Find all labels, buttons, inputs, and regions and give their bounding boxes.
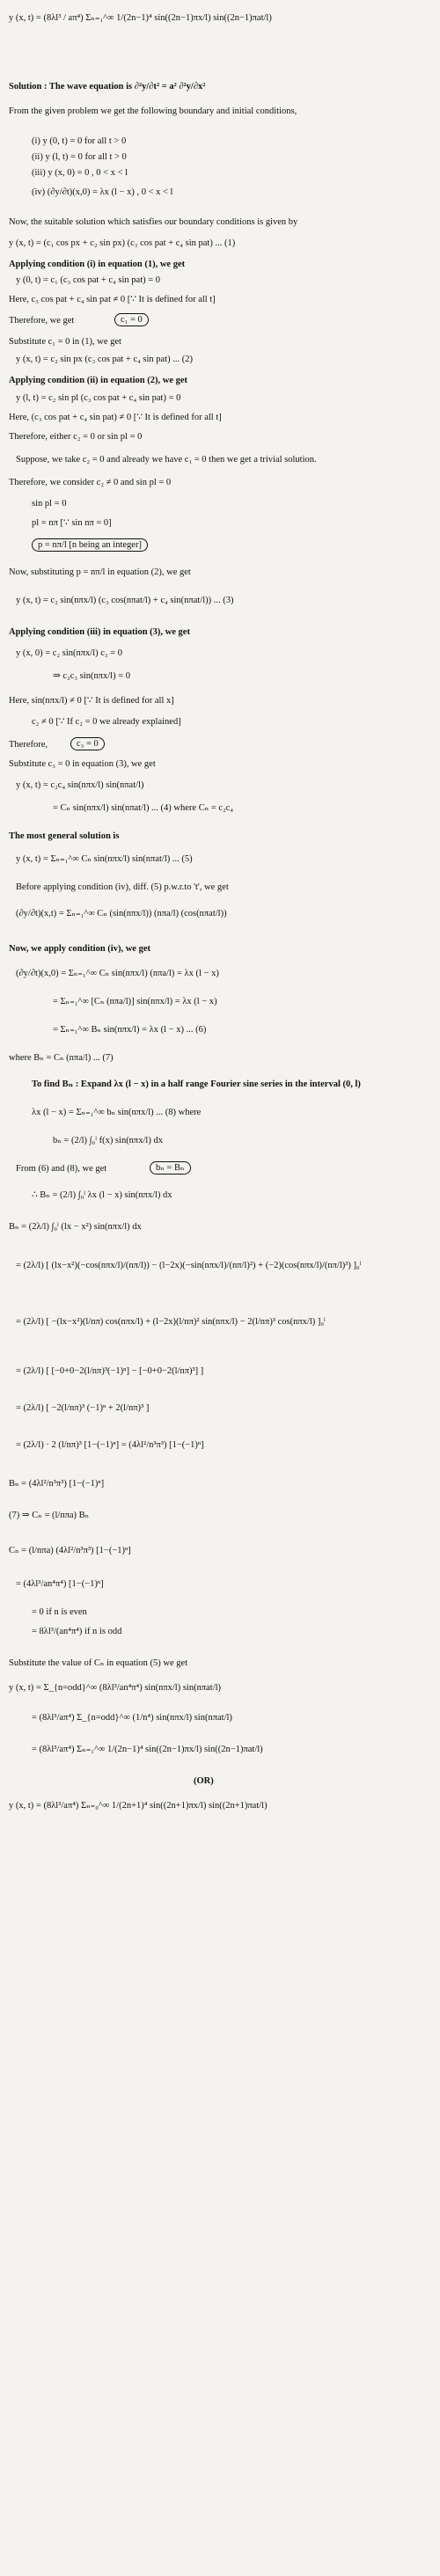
equation-line: ⇒ c₂c₃ sin(nπx/l) = 0 [53,671,130,681]
equation-line: Cₙ = (l/nπa) (4λl²/n³π³) [1−(−1)ⁿ] [9,1546,131,1555]
equation-line: y (x, t) = Σ_{n=odd}^∞ (8λl³/an⁴π⁴) sin(nπx/l) sin(nπat/l) [9,1683,222,1693]
text-line: Before applying condition (iv), diff. (5) p.w.r.to 't', we get [16,882,229,892]
text-line: Therefore, [9,740,48,750]
equation-line: = (8λl³/aπ⁴) Σ_{n=odd}^∞ (1/n⁴) sin(nπx/l) sin(nπat/l) [32,1713,232,1723]
condition-iii: (iii) y (x, 0) = 0 , 0 < x < l [32,168,128,178]
equation-5: y (x, t) = Σₙ₌₁^∞ Cₙ sin(nπx/l) sin(nπat/l) ... (5) [16,854,193,864]
equation-line: y (0, t) = c₁ (c₃ cos pat + c₄ sin pat) = 0 [16,275,161,285]
equation-line: = (2λ/l) [ −2(l/nπ)³ (−1)ⁿ + 2(l/nπ)³ ] [16,1403,150,1413]
solution-heading: Solution : The wave equation is ∂²y/∂t² = a² ∂²y/∂x² [9,82,206,91]
text-line: Substitute the value of Cₙ in equation (5) we get [9,1658,188,1668]
equation-line: y (l, t) = c₂ sin pl (c₃ cos pat + c₄ sin pat) = 0 [16,393,181,403]
intro-result-equation: y (x, t) = (8λl³ / aπ⁴) Σₙ₌₁^∞ 1/(2n−1)⁴ sin((2n−1)πx/l) sin((2n−1)πat/l) [9,13,272,23]
text-line: Therefore, either c₂ = 0 or sin pl = 0 [9,432,143,442]
condition-iv: (iv) (∂y/∂t)(x,0) = λx (l − x) , 0 < x < l [32,187,173,197]
equation-line: = (2λ/l) [ (lx−x²)(−cos(nπx/l)/(nπ/l)) − (l−2x)(−sin(nπx/l)/(nπ/l)²) + (−2)(cos(nπx/l)/(nπ/l)³) ]₀ˡ [16,1261,362,1270]
equation-line: pl = nπ [∵ sin nπ = 0] [32,518,112,528]
equation-line: = (2λ/l) · 2 (l/nπ)³ [1−(−1)ⁿ] = (4λl²/n³π³) [1−(−1)ⁿ] [16,1440,204,1450]
text-line: c₂ ≠ 0 [∵ If c₂ = 0 we already explained] [32,717,181,727]
equation-line: y (x, t) = c₂c₄ sin(nπx/l) sin(nπat/l) [16,780,144,790]
or-separator: (OR) [194,1776,214,1786]
section-heading: Applying condition (iii) in equation (3), we get [9,627,190,637]
text-line: Substitute c₁ = 0 in (1), we get [9,337,121,347]
boxed-result: c₃ = 0 [70,737,440,750]
equation-line: = (2λ/l) [ [−0+0−2(l/nπ)³(−1)ⁿ] − [−0+0−2(l/nπ)³] ] [16,1366,204,1376]
equation-line: (∂y/∂t)(x,0) = Σₙ₌₁^∞ Cₙ sin(nπx/l) (nπa/l) = λx (l − x) [16,969,219,978]
equation-line: sin pl = 0 [32,499,67,509]
text-line: Here, c₃ cos pat + c₄ sin pat ≠ 0 [∵ It is defined for all t] [9,295,216,304]
equation-line: ∴ Bₙ = (2/l) ∫₀ˡ λx (l − x) sin(nπx/l) dx [32,1190,172,1200]
equation-1: y (x, t) = (c₁ cos px + c₂ sin px) (c₃ cos pat + c₄ sin pat) ... (1) [9,238,236,248]
section-heading: Now, we apply condition (iv), we get [9,944,150,954]
equation-4: = Cₙ sin(nπx/l) sin(nπat/l) ... (4) where Cₙ = c₂c₄ [53,803,234,813]
equation-line: = Σₙ₌₁^∞ [Cₙ (nπa/l)] sin(nπx/l) = λx (l − x) [53,997,217,1006]
equation-line: y (x, 0) = c₂ sin(nπx/l) c₃ = 0 [16,648,122,658]
text-line: Therefore, we get [9,316,75,326]
equation-line: (∂y/∂t)(x,t) = Σₙ₌₁^∞ Cₙ (sin(nπx/l)) (nπa/l) (cos(nπat/l)) [16,909,227,918]
text-line: Now, the suitable solution which satisfies our boundary conditions is given by [9,217,298,227]
equation-line: Bₙ = (4λl²/n³π³) [1−(−1)ⁿ] [9,1479,105,1489]
equation-line: (7) ⇒ Cₙ = (l/nπa) Bₙ [9,1511,90,1520]
text-line: Therefore, we consider c₂ ≠ 0 and sin pl = 0 [9,478,172,487]
text-line: From the given problem we get the following boundary and initial conditions, [9,106,297,116]
final-equation: y (x, t) = (8λl³/aπ⁴) Σₙ₌₀^∞ 1/(2n+1)⁴ sin((2n+1)πx/l) sin((2n+1)πat/l) [9,1801,268,1811]
condition-i: (i) y (0, t) = 0 for all t > 0 [32,136,127,146]
equation-line: = 8λl³/(an⁴π⁴) if n is odd [32,1627,122,1636]
boxed-result: p = nπ/l [n being an integer] [32,538,440,552]
equation-3: y (x, t) = c₂ sin(nπx/l) (c₃ cos(nπat/l) + c₄ sin(nπat/l)) ... (3) [16,596,234,605]
section-heading: To find Bₙ : Expand λx (l − x) in a half range Fourier sine series in the interval (0, l) [32,1079,361,1089]
text-line: Suppose, we take c₂ = 0 and already we have c₁ = 0 then we get a trivial solution. [16,455,317,465]
text-line: Now, substituting p = nπ/l in equation (2), we get [9,567,191,577]
text-line: Here, sin(nπx/l) ≠ 0 [∵ It is defined for all x] [9,696,174,706]
condition-ii: (ii) y (l, t) = 0 for all t > 0 [32,152,127,162]
boxed-result: c₁ = 0 [114,313,440,326]
equation-line: = (4λl³/an⁴π⁴) [1−(−1)ⁿ] [16,1579,104,1589]
equation-line: = (8λl³/aπ⁴) Σₙ₌₁^∞ 1/(2n−1)⁴ sin((2n−1)πx/l) sin((2n−1)πat/l) [32,1745,263,1754]
boxed-result: bₙ = Bₙ [150,1161,440,1175]
section-heading: Applying condition (i) in equation (1), we get [9,260,186,269]
equation-line: = 0 if n is even [32,1607,87,1617]
text-line: Substitute c₃ = 0 in equation (3), we get [9,759,156,769]
equation-line: bₙ = (2/l) ∫₀ˡ f(x) sin(nπx/l) dx [53,1136,163,1145]
equation-line: Bₙ = (2λ/l) ∫₀ˡ (lx − x²) sin(nπx/l) dx [9,1222,142,1232]
equation-7: where Bₙ = Cₙ (nπa/l) ... (7) [9,1053,114,1063]
text-line: From (6) and (8), we get [16,1164,107,1174]
equation-6: = Σₙ₌₁^∞ Bₙ sin(nπx/l) = λx (l − x) ... (6) [53,1025,207,1035]
text-line: Here, (c₃ cos pat + c₄ sin pat) ≠ 0 [∵ It is defined for all t] [9,413,222,422]
equation-8: λx (l − x) = Σₙ₌₁^∞ bₙ sin(nπx/l) ... (8) where [32,1108,202,1117]
equation-line: = (2λ/l) [ −(lx−x²)(l/nπ) cos(nπx/l) + (l−2x)(l/nπ)² sin(nπx/l) − 2(l/nπ)³ cos(nπx/l) ]₀ˡ [16,1317,326,1327]
section-heading: Applying condition (ii) in equation (2), we get [9,376,188,385]
section-heading: The most general solution is [9,831,120,841]
equation-2: y (x, t) = c₂ sin px (c₃ cos pat + c₄ sin pat) ... (2) [16,355,193,364]
